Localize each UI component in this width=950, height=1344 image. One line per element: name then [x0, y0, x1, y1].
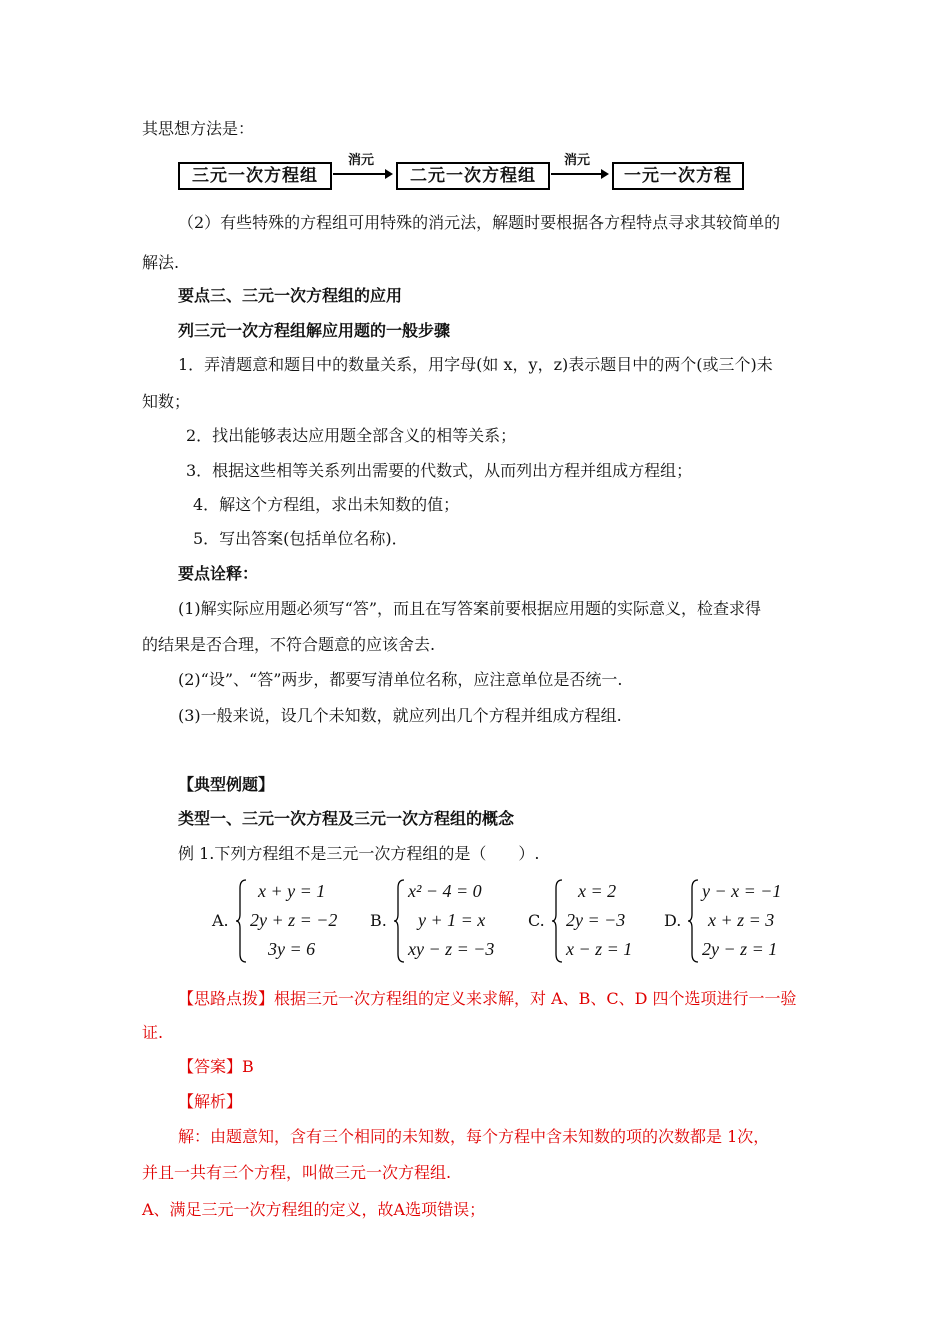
- notes-title: 要点诠释：: [178, 564, 259, 583]
- note1-line1: (1)解实际应用题必须写“答”，而且在写答案前要根据应用题的实际意义，检查求得: [178, 599, 762, 618]
- flow-arrow-label-1: 消元: [348, 153, 375, 168]
- equation: x² − 4 = 0: [408, 881, 482, 901]
- flow-box-three-var: 三元一次方程组: [178, 162, 332, 190]
- equation: 3y = 6: [268, 939, 316, 959]
- note3: (3)一般来说，设几个未知数，就应列出几个方程并组成方程组.: [178, 706, 622, 725]
- option-a-system: [234, 878, 354, 964]
- type1-title: 类型一、三元一次方程及三元一次方程组的概念: [178, 809, 515, 828]
- intro-text: 其思想方法是：: [142, 119, 255, 138]
- option-c-system: [550, 878, 670, 964]
- example1-question: 例 1.下列方程组不是三元一次方程组的是（ ）.: [178, 844, 540, 863]
- section-heading: 要点三、三元一次方程组的应用: [178, 286, 403, 305]
- brace-icon: [686, 878, 700, 964]
- option-b-label: B.: [370, 911, 387, 930]
- hint-line1: 【思路点拨】根据三元一次方程组的定义来求解，对 A、B、C、D 四个选项进行一一验: [178, 989, 797, 1008]
- flow-arrow-label-2: 消元: [564, 153, 591, 168]
- equation: 2y + z = −2: [250, 910, 338, 930]
- flow-arrow-2: [551, 173, 607, 175]
- answer: 【答案】B: [178, 1057, 254, 1076]
- equation: 2y − z = 1: [702, 939, 778, 959]
- analysis-line2: 并且一共有三个方程，叫做三元一次方程组.: [142, 1163, 452, 1182]
- brace-icon: [392, 878, 406, 964]
- option-b-system: [392, 878, 512, 964]
- step2: 2．找出能够表达应用题全部含义的相等关系；: [186, 426, 517, 445]
- option-d-system: [686, 878, 806, 964]
- step1-line1: 1．弄清题意和题目中的数量关系，用字母(如 x，y，z)表示题目中的两个(或三个)未: [178, 355, 773, 374]
- option-d-label: D.: [664, 911, 682, 930]
- para2-line2: 解法.: [142, 253, 180, 272]
- option-c-label: C.: [528, 911, 545, 930]
- equation: 2y = −3: [566, 910, 626, 930]
- flow-box-one-var: 一元一次方程: [612, 162, 744, 190]
- equation: x = 2: [578, 881, 617, 901]
- equation: xy − z = −3: [408, 939, 495, 959]
- brace-icon: [234, 878, 248, 964]
- option-a-label: A.: [212, 911, 229, 930]
- equation: x + y = 1: [258, 881, 326, 901]
- equation: y + 1 = x: [418, 910, 486, 930]
- step4: 4．解这个方程组，求出未知数的值；: [193, 495, 460, 514]
- step5: 5．写出答案(包括单位名称)．: [193, 529, 408, 548]
- note2: (2)“设”、“答”两步，都要写清单位名称，应注意单位是否统一.: [178, 670, 623, 689]
- hint-line2: 证.: [142, 1023, 164, 1042]
- note1-line2: 的结果是否合理，不符合题意的应该舍去.: [142, 635, 436, 654]
- analysis-line3: A、满足三元一次方程组的定义，故A选项错误；: [142, 1200, 486, 1219]
- analysis-line1: 解：由题意知，含有三个相同的未知数，每个方程中含未知数的项的次数都是 1次，: [178, 1127, 770, 1146]
- flow-box-two-var: 二元一次方程组: [396, 162, 550, 190]
- step3: 3．根据这些相等关系列出需要的代数式，从而列出方程并组成方程组；: [186, 461, 693, 480]
- equation: y − x = −1: [702, 881, 782, 901]
- step1-line2: 知数；: [142, 392, 191, 411]
- flow-arrow-1: [333, 173, 391, 175]
- para2-line1: （2）有些特殊的方程组可用特殊的消元法，解题时要根据各方程特点寻求其较简单的: [178, 213, 781, 232]
- brace-icon: [550, 878, 564, 964]
- examples-title: 【典型例题】: [178, 775, 275, 794]
- equation: x + z = 3: [708, 910, 775, 930]
- analysis-title: 【解析】: [178, 1092, 243, 1111]
- equation: x − z = 1: [566, 939, 633, 959]
- sub-heading: 列三元一次方程组解应用题的一般步骤: [178, 321, 451, 340]
